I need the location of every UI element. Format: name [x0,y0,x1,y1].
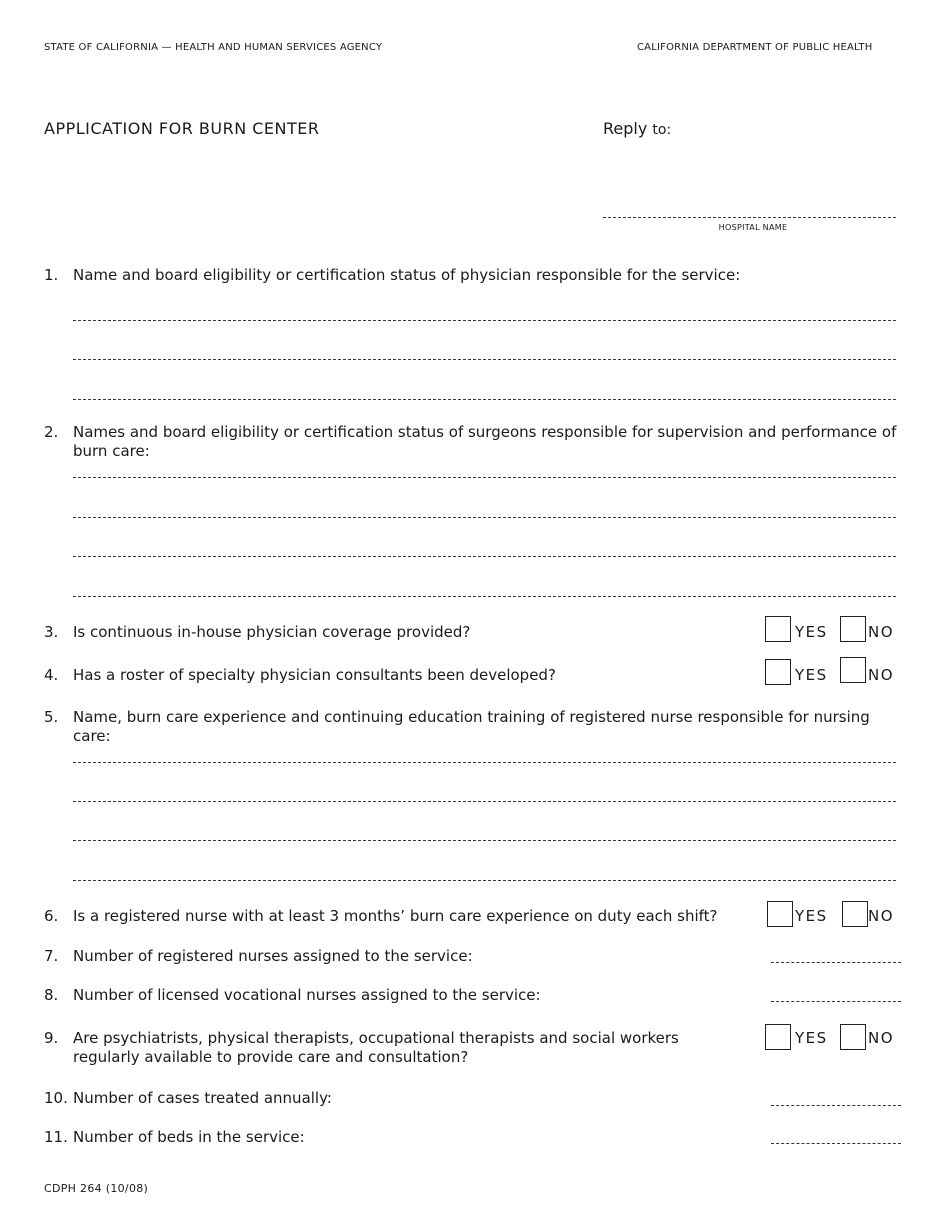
question-9-number: 9. [44,1029,59,1047]
reply-label: Reply [603,119,648,138]
question-2-text: Names and board eligibility or certification status of surgeons responsible for supervision and performance of burn care: [73,423,897,460]
question-4-yes-checkbox[interactable] [765,659,791,685]
question-9-no-label: NO [868,1029,895,1047]
question-4-no-checkbox[interactable] [840,657,866,683]
question-1-number: 1. [44,266,59,284]
reply-to-text: to: [652,122,672,138]
department-header: CALIFORNIA DEPARTMENT OF PUBLIC HEALTH [637,42,873,53]
question-3-yes-checkbox[interactable] [765,616,791,642]
question-4-yes-label: YES [795,666,828,684]
form-id-footer: CDPH 264 (10/08) [44,1182,149,1195]
form-title: APPLICATION FOR BURN CENTER [44,119,320,138]
question-2-answer-line[interactable] [73,517,896,518]
question-6-text: Is a registered nurse with at least 3 months’ burn care experience on duty each shift? [73,907,718,925]
question-6-yes-checkbox[interactable] [767,901,793,927]
question-11-answer-field[interactable] [771,1143,901,1144]
question-6-yes-label: YES [795,907,828,925]
question-1-answer-line[interactable] [73,359,896,360]
hospital-name-label: HOSPITAL NAME [718,223,788,232]
question-5-number: 5. [44,708,59,726]
question-11-number: 11. [44,1128,68,1146]
question-8-number: 8. [44,986,59,1004]
question-8-answer-field[interactable] [771,1001,901,1002]
hospital-name-field[interactable] [603,217,896,218]
question-7-number: 7. [44,947,59,965]
question-7-answer-field[interactable] [771,962,901,963]
question-5-answer-line[interactable] [73,880,896,881]
question-7-text: Number of registered nurses assigned to the service: [73,947,473,965]
question-2-number: 2. [44,423,59,441]
reply-to-label [603,119,671,138]
question-5-text: Name, burn care experience and continuing education training of registered nurse responsible for nursing care: [73,708,870,745]
question-2-answer-line[interactable] [73,556,896,557]
question-9-yes-label: YES [795,1029,828,1047]
question-9-no-checkbox[interactable] [840,1024,866,1050]
question-3-no-checkbox[interactable] [840,616,866,642]
question-6-no-label: NO [868,907,895,925]
question-2-answer-line[interactable] [73,596,896,597]
question-4-no-label: NO [868,666,895,684]
question-1-text: Name and board eligibility or certification status of physician responsible for the service: [73,266,741,284]
agency-header: STATE OF CALIFORNIA — HEALTH AND HUMAN SERVICES AGENCY [44,42,383,53]
question-11-text: Number of beds in the service: [73,1128,305,1146]
question-1-answer-line[interactable] [73,320,896,321]
question-2-answer-line[interactable] [73,477,896,478]
question-5-answer-line[interactable] [73,762,896,763]
question-4-number: 4. [44,666,59,684]
question-4-text: Has a roster of specialty physician consultants been developed? [73,666,556,684]
question-3-yes-label: YES [795,623,828,641]
question-3-number: 3. [44,623,59,641]
question-3-no-label: NO [868,623,895,641]
question-10-text: Number of cases treated annually: [73,1089,332,1107]
question-5-answer-line[interactable] [73,840,896,841]
question-10-number: 10. [44,1089,68,1107]
question-6-no-checkbox[interactable] [842,901,868,927]
question-9-yes-checkbox[interactable] [765,1024,791,1050]
question-5-answer-line[interactable] [73,801,896,802]
question-9-text: Are psychiatrists, physical therapists, occupational therapists and social workers regularly available to provide care and consultation? [73,1029,679,1066]
question-3-text: Is continuous in-house physician coverage provided? [73,623,471,641]
question-1-answer-line[interactable] [73,399,896,400]
question-6-number: 6. [44,907,59,925]
question-10-answer-field[interactable] [771,1105,901,1106]
question-8-text: Number of licensed vocational nurses assigned to the service: [73,986,541,1004]
